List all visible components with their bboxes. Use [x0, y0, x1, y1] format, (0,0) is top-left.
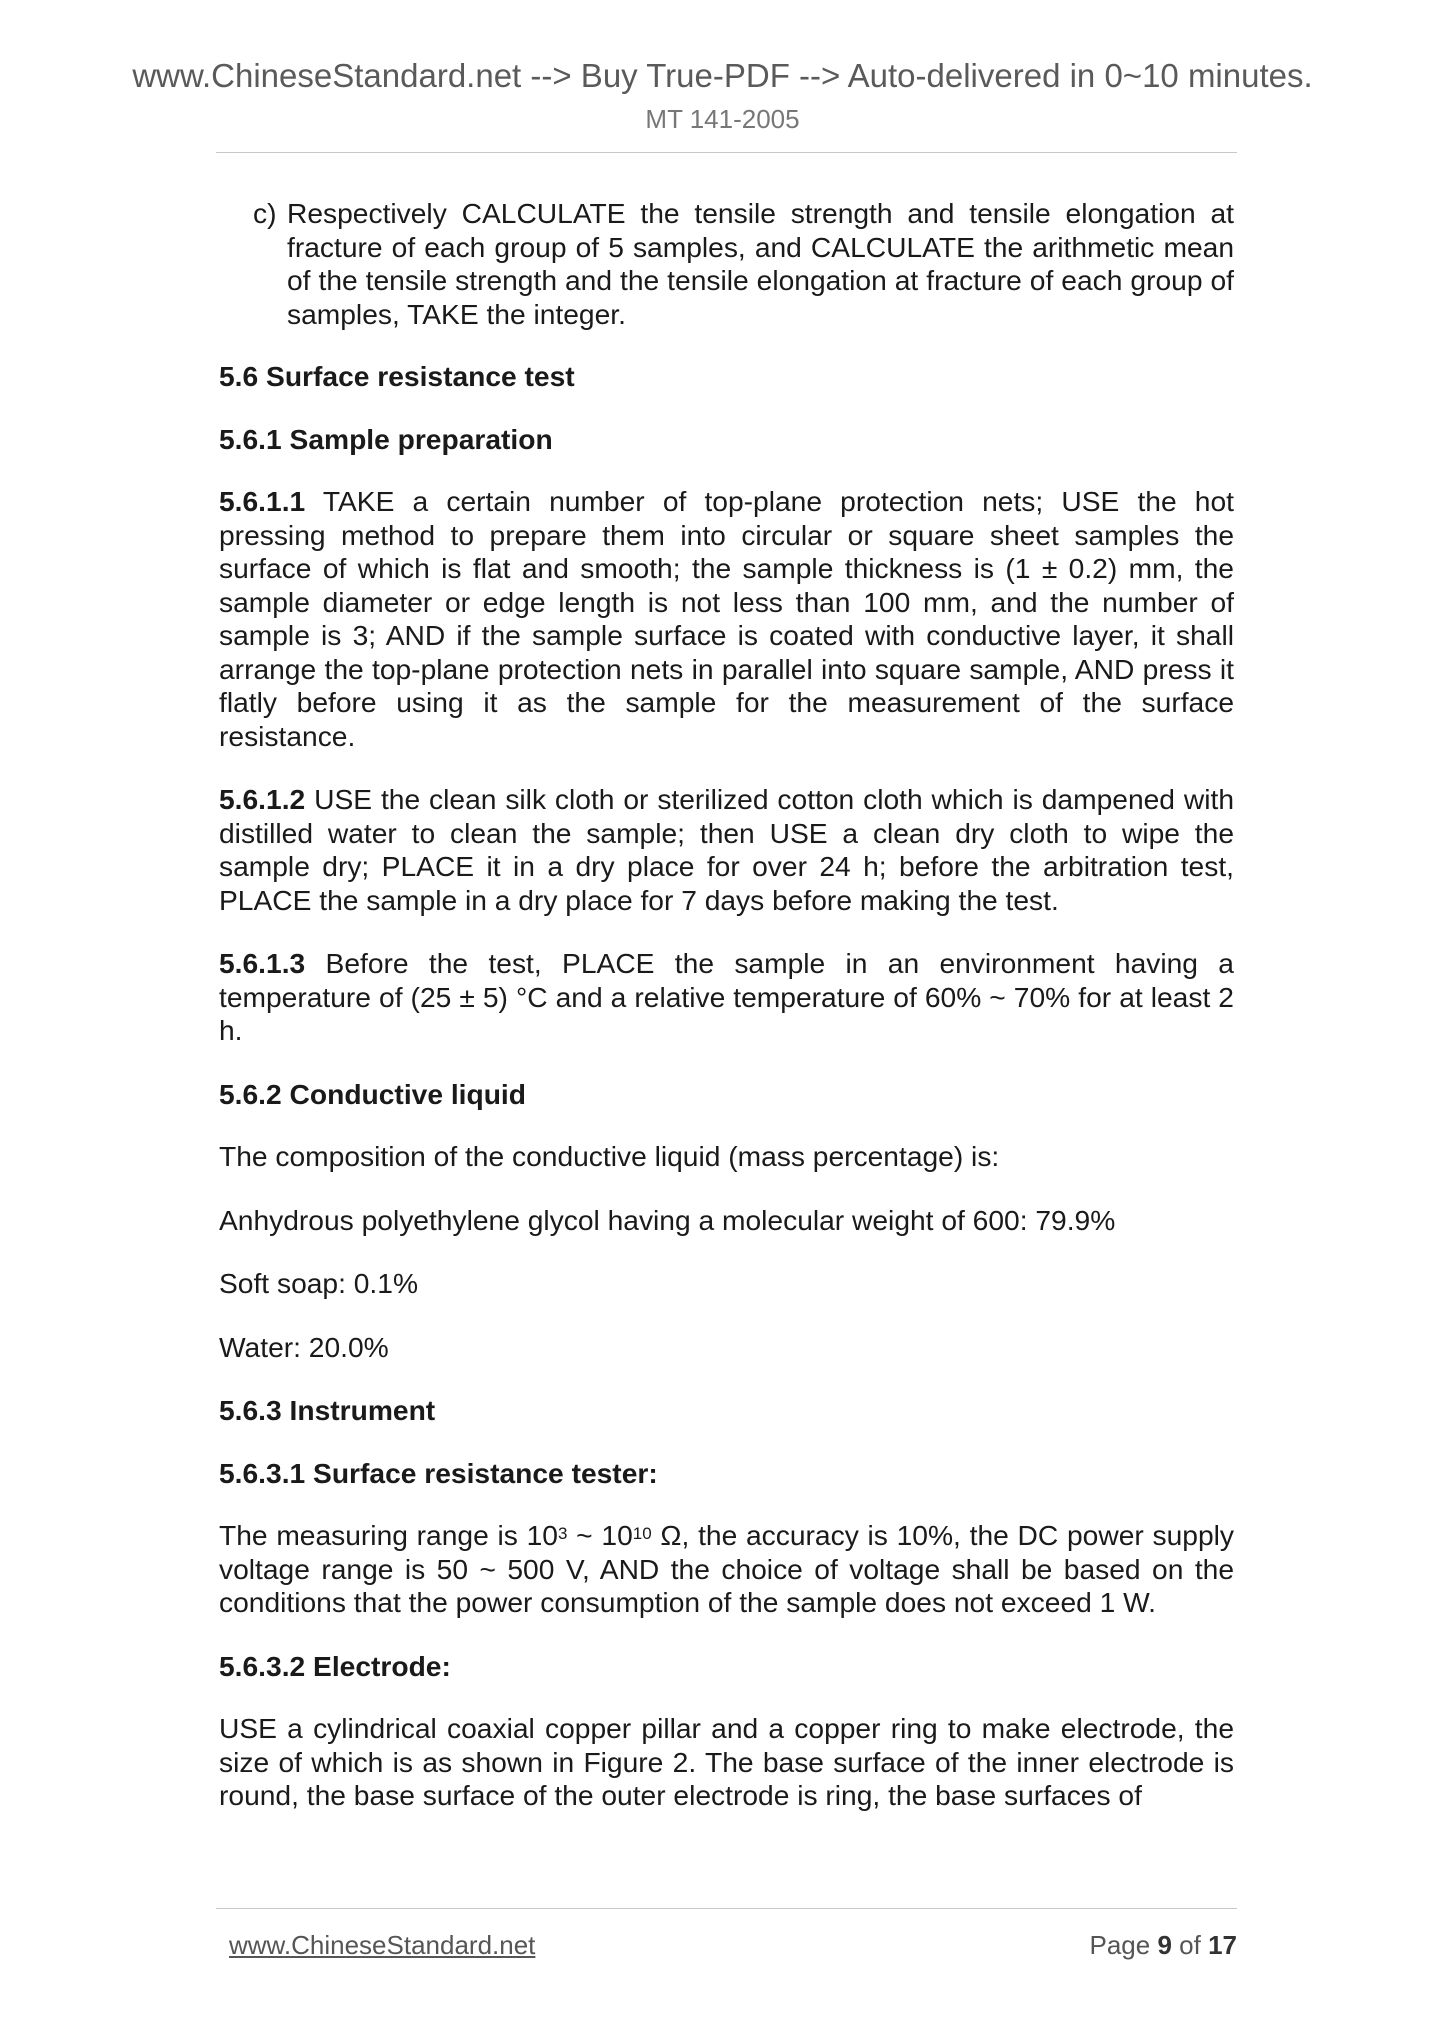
- tester-text-a: The measuring range is 10: [219, 1519, 558, 1551]
- document-id: MT 141-2005: [645, 104, 800, 134]
- paragraph-5-6-1-2: [219, 783, 1234, 917]
- clause-number: 5.6.1.2: [219, 783, 306, 815]
- footer-divider: [216, 1908, 1237, 1909]
- footer-website-link[interactable]: www.ChineseStandard.net: [229, 1930, 536, 1960]
- list-item-label: c): [253, 197, 277, 229]
- exponent-3: 3: [557, 1524, 568, 1543]
- paragraph-5-6-1-3: [219, 947, 1234, 1048]
- clause-text: TAKE a certain number of top-plane protection nets; USE the hot pressing method to prepare them into circular or square sheet samples the surface of which is flat and smooth; the sample thickness is (1 ± 0.2) mm, the sample diameter or edge length is not less than 100 mm, and the number of sample is 3; AND if the sample surface is coated with conductive layer, it shall arrange the top-plane protection nets in parallel into square sample, AND press it flatly before using it as the sample for the measurement of the surface resistance.: [219, 485, 1234, 752]
- tester-text-b: ~ 10: [567, 1519, 633, 1551]
- clause-number: 5.6.1.1: [219, 485, 306, 517]
- list-item-c: [253, 197, 1234, 331]
- paragraph-electrode: USE a cylindrical coaxial copper pillar and a copper ring to make electrode, the size of which is as shown in Figure 2. The base surface of the inner electrode is round, the base surface of the outer electrode is ring, the base surfaces of: [219, 1712, 1234, 1811]
- section-heading-5-6-3-1: 5.6.3.1 Surface resistance tester:: [219, 1456, 658, 1489]
- page-of: of: [1179, 1930, 1201, 1960]
- page-prefix: Page: [1089, 1930, 1151, 1960]
- clause-text: Before the test, PLACE the sample in an environment having a temperature of (25 ± 5) °C and a relative temperature of 60% ~ 70% for at least 2 h.: [219, 947, 1234, 1046]
- paragraph-liquid-component-2: Soft soap: 0.1%: [219, 1267, 419, 1299]
- clause-text: USE the clean silk cloth or sterilized cotton cloth which is dampened with distilled water to clean the sample; then USE a clean dry cloth to wipe the sample dry; PLACE it in a dry place for over 24 h; before the arbitration test, PLACE the sample in a dry place for 7 days before making the test.: [219, 783, 1234, 916]
- section-heading-5-6-1: 5.6.1 Sample preparation: [219, 422, 553, 455]
- total-pages: 17: [1208, 1930, 1237, 1960]
- section-heading-5-6-3: 5.6.3 Instrument: [219, 1394, 436, 1426]
- section-heading-5-6: 5.6 Surface resistance test: [219, 360, 575, 392]
- paragraph-tester: [219, 1519, 1234, 1620]
- list-item-text: Respectively CALCULATE the tensile strength and tensile elongation at fracture of each group of 5 samples, and CALCULATE the arithmetic mean of the tensile strength and the tensile elongation at fracture of each group of samples, TAKE the integer.: [287, 197, 1234, 330]
- section-heading-5-6-3-2: 5.6.3.2 Electrode:: [219, 1649, 451, 1682]
- clause-number: 5.6.1.3: [219, 947, 306, 979]
- page-indicator: [1089, 1930, 1237, 1961]
- paragraph-liquid-intro: The composition of the conductive liquid (mass percentage) is:: [219, 1140, 1000, 1172]
- current-page-number: 9: [1157, 1930, 1172, 1960]
- paragraph-liquid-component-3: Water: 20.0%: [219, 1330, 389, 1363]
- page-content: [219, 197, 1234, 1843]
- header-divider: [216, 152, 1237, 153]
- exponent-10: 10: [632, 1524, 652, 1543]
- section-heading-5-6-2: 5.6.2 Conductive liquid: [219, 1077, 526, 1110]
- header-banner: www.ChineseStandard.net --> Buy True-PDF --> Auto-delivered in 0~10 minutes.: [132, 57, 1313, 94]
- paragraph-liquid-component-1: Anhydrous polyethylene glycol having a molecular weight of 600: 79.9%: [219, 1203, 1116, 1236]
- tester-text-c: Ω, the accuracy is 10%, the DC power supply voltage range is 50 ~ 500 V, AND the choice of voltage shall be based on the conditions that the power consumption of the sample does not exceed 1 W.: [219, 1519, 1234, 1618]
- paragraph-5-6-1-1: [219, 485, 1234, 753]
